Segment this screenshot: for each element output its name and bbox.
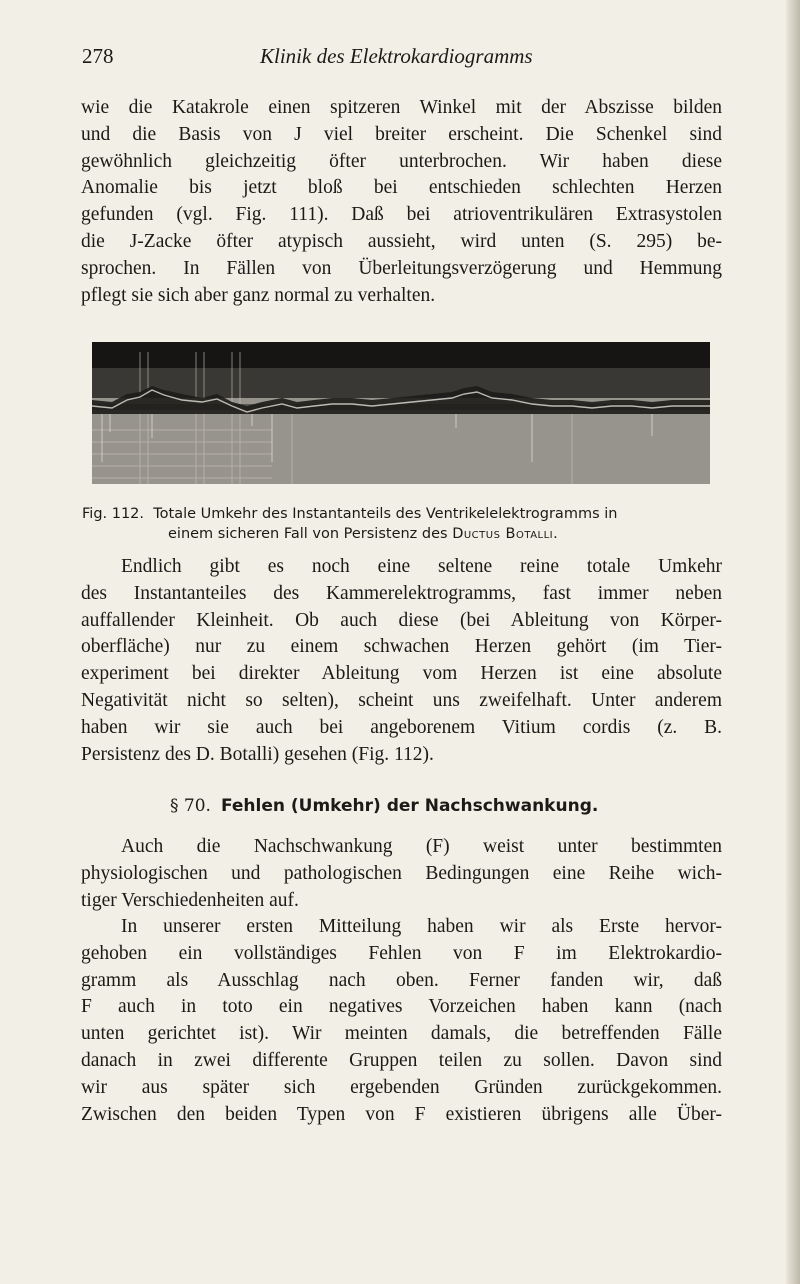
paragraph-3 <box>81 834 722 914</box>
figure-caption <box>82 504 722 544</box>
text-line: und die Basis von J viel breiter erscheint. Die Schenkel sind <box>81 123 722 145</box>
text-line: auffallender Kleinheit. Ob auch diese (bei Ableitung von Körper- <box>81 609 722 631</box>
paragraph-1 <box>81 95 722 309</box>
text-line: F auch in toto ein negatives Vorzeichen haben kann (nach <box>81 996 722 1018</box>
text-line: gefunden (vgl. Fig. 111). Daß bei atrioventrikulären Extrasystolen <box>81 204 722 226</box>
section-title: Fehlen (Umkehr) der Nachschwankung. <box>220 796 599 816</box>
text-line: Negativität nicht so selten), scheint uns zweifelhaft. Unter anderem <box>81 689 722 711</box>
text-line: gewöhnlich gleichzeitig öfter unterbrochen. Wir haben diese <box>81 150 722 172</box>
page-number: 278 <box>82 44 114 68</box>
text-line: physiologischen und pathologischen Bedingungen eine Reihe wich- <box>81 862 722 884</box>
page-edge <box>786 0 800 1284</box>
ecg-trace-image <box>92 342 710 484</box>
text-line: Zwischen den beiden Typen von F existieren übrigens alle Über- <box>81 1103 722 1125</box>
caption-label: Fig. 112. <box>82 506 145 522</box>
text-line: Auch die Nachschwankung (F) weist unter bestimmten <box>121 836 722 857</box>
text-line: pflegt sie sich aber ganz normal zu verhalten. <box>81 284 436 306</box>
text-line: des Instantanteiles des Kammerelektrogramms, fast immer neben <box>81 582 722 604</box>
text-line: gehoben ein vollständiges Fehlen von F im Elektrokardio- <box>81 942 722 964</box>
text-line: In unserer ersten Mitteilung haben wir als Erste hervor- <box>121 916 722 937</box>
section-heading <box>170 796 598 816</box>
text-line: sprochen. In Fällen von Überleitungsverzögerung und Hemmung <box>81 257 722 279</box>
page-header <box>80 44 715 74</box>
text-line: Persistenz des D. Botalli) gesehen (Fig. 112). <box>81 743 434 765</box>
text-line: wie die Katakrole einen spitzeren Winkel mit der Abszisse bilden <box>81 97 722 118</box>
text-line: experiment bei direkter Ableitung vom Herzen ist eine absolute <box>81 663 722 685</box>
text-line: tiger Verschiedenheiten auf. <box>81 889 299 911</box>
paragraph-4 <box>81 914 722 1128</box>
text-line: haben wir sie auch bei angeborenem Vitium cordis (z. B. <box>81 716 722 738</box>
caption-text-2: einem sicheren Fall von Persistenz des <box>168 526 448 542</box>
caption-line-2 <box>82 524 722 544</box>
running-title: Klinik des Elektrokardiogramms <box>260 44 533 68</box>
text-line: gramm als Ausschlag nach oben. Ferner fanden wir, daß <box>81 969 722 991</box>
text-line: unten gerichtet ist). Wir meinten damals, die betreffenden Fälle <box>81 1023 722 1045</box>
text-line: Anomalie bis jetzt bloß bei entschieden schlechten Herzen <box>81 177 722 199</box>
caption-text-1: Totale Umkehr des Instantanteils des Ventrikelelektrogramms in <box>153 506 618 522</box>
text-line: Endlich gibt es noch eine seltene reine totale Umkehr <box>121 556 722 577</box>
text-line: danach in zwei differente Gruppen teilen zu sollen. Davon sind <box>81 1049 722 1071</box>
ecg-figure <box>92 342 710 484</box>
section-symbol: § 70. <box>170 796 211 816</box>
text-line: wir aus später sich ergebenden Gründen zurückgekommen. <box>81 1076 722 1098</box>
text-line: oberfläche) nur zu einem schwachen Herzen gehört (im Tier- <box>81 636 722 658</box>
text-line: die J-Zacke öfter atypisch aussieht, wird unten (S. 295) be- <box>81 230 722 252</box>
paragraph-2 <box>81 554 722 768</box>
caption-smallcaps: Ductus Botalli. <box>452 526 559 542</box>
caption-line-1 <box>82 504 722 524</box>
